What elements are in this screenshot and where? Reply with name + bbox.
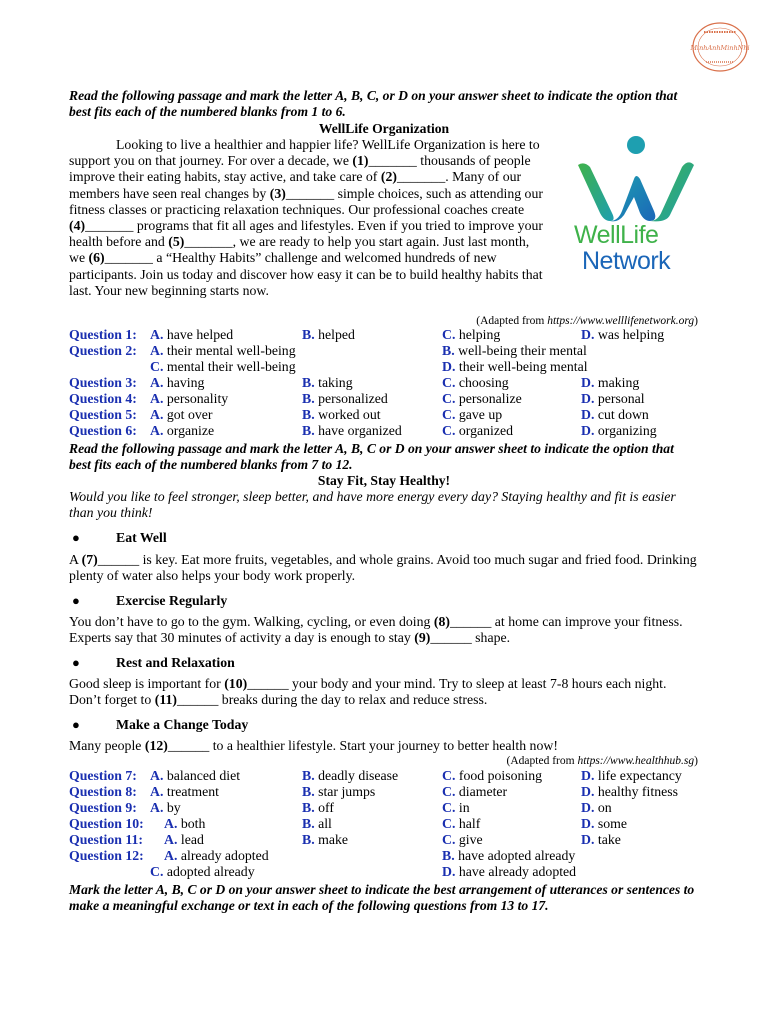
option-d[interactable]: D. organizing bbox=[581, 423, 657, 438]
bullet-eat-well: ● Eat Well bbox=[72, 530, 167, 545]
source1: (Adapted from https://www.welllifenetwork.org) bbox=[476, 315, 698, 327]
question-label: Question 6: bbox=[69, 423, 137, 438]
option-b[interactable]: B. off bbox=[302, 800, 334, 815]
bullet-change: ● Make a Change Today bbox=[72, 717, 249, 732]
option-c[interactable]: C. organized bbox=[442, 423, 514, 438]
passage1-title: WellLife Organization bbox=[318, 121, 450, 136]
option-b[interactable]: B. star jumps bbox=[302, 784, 376, 799]
question-label: Question 1: bbox=[69, 327, 137, 342]
option-d[interactable]: D. was helping bbox=[581, 327, 665, 342]
question-row bbox=[69, 391, 709, 407]
welllife-w-mark-icon bbox=[570, 135, 700, 225]
option-c[interactable]: C. gave up bbox=[442, 407, 503, 422]
question-label: Question 12: bbox=[69, 848, 144, 863]
question-row bbox=[69, 423, 709, 439]
svg-text:MinhAnhMinhNhi: MinhAnhMinhNhi bbox=[690, 44, 750, 52]
welllife-logo bbox=[570, 135, 700, 280]
passage2-title: Stay Fit, Stay Healthy! bbox=[317, 473, 451, 488]
question-label: Question 2: bbox=[69, 343, 137, 358]
question-label: Question 4: bbox=[69, 391, 137, 406]
question-row bbox=[69, 832, 709, 848]
section1-instruction: Read the following passage and mark the letter A, B, C, or D on your answer sheet to indicate the option that best fits each of the numbered blanks from 1 to 6. bbox=[69, 88, 678, 119]
question-label: Question 3: bbox=[69, 375, 137, 390]
question-label: Question 11: bbox=[69, 832, 143, 847]
option-c[interactable]: C. give bbox=[442, 832, 483, 847]
option-a[interactable]: A. having bbox=[150, 375, 205, 390]
passage2-intro: Would you like to feel stronger, sleep better, and have more energy every day? Staying healthy and fit is easier than you think! bbox=[69, 489, 676, 521]
option-b[interactable]: B. taking bbox=[302, 375, 353, 390]
question-label: Question 10: bbox=[69, 816, 144, 831]
question-row-continued bbox=[69, 359, 709, 375]
change-text: Many people (12)______ to a healthier lifestyle. Start your journey to better health now! bbox=[69, 738, 558, 753]
option-c[interactable]: C. choosing bbox=[442, 375, 509, 390]
option-c[interactable]: C. half bbox=[442, 816, 481, 831]
option-b[interactable]: B. deadly disease bbox=[302, 768, 399, 783]
option-b[interactable]: B. worked out bbox=[302, 407, 381, 422]
option-b[interactable]: B. helped bbox=[302, 327, 355, 342]
option-a[interactable]: A. treatment bbox=[150, 784, 219, 799]
question-row bbox=[69, 816, 709, 832]
option-d[interactable]: D. cut down bbox=[581, 407, 649, 422]
option-a[interactable]: A. lead bbox=[164, 832, 204, 847]
question-row bbox=[69, 375, 709, 391]
question-label: Question 7: bbox=[69, 768, 137, 783]
source2: (Adapted from https://www.healthhub.sg) bbox=[506, 755, 698, 767]
question-row bbox=[69, 800, 709, 816]
option-c[interactable]: C. food poisoning bbox=[442, 768, 543, 783]
question-row bbox=[69, 784, 709, 800]
question-label: Question 5: bbox=[69, 407, 137, 422]
option-a[interactable]: A. balanced diet bbox=[150, 768, 241, 783]
option-d[interactable]: D. on bbox=[581, 800, 612, 815]
option-a[interactable]: A. their mental well-being bbox=[150, 343, 296, 358]
option-d[interactable]: D. life expectancy bbox=[581, 768, 682, 783]
option-b[interactable]: B. personalized bbox=[302, 391, 388, 406]
logo-line1: WellLife bbox=[574, 221, 659, 249]
option-a[interactable]: A. have helped bbox=[150, 327, 234, 342]
option-d[interactable]: D. have already adopted bbox=[442, 864, 577, 879]
passage1: Looking to live a healthier and happier life? WellLife Organization is here to support you on that journey. For over a decade, we (1)_______ thousands of people improve their eating habits, stay active, and take care of (2)_______. Many of our members have seen real changes by (3)_______ simple choices, such as attending our fitness classes or practicing relaxation techniques. Our professional coaches create (4)_______ programs that fit all ages and lifestyles. Even if you tried to improve your health before and (5)_______, we are ready to help you start again. Just last month, we (6)_______ a “Healthy Habits” challenge and welcomed hundreds of new participants. Join us today and discover how easy it can be to build healthy habits that last. Your new beginning starts now. bbox=[69, 137, 543, 298]
option-a[interactable]: A. organize bbox=[150, 423, 215, 438]
option-d[interactable]: D. some bbox=[581, 816, 627, 831]
rest-text: Good sleep is important for (10)______ your body and your mind. Try to sleep at least 7-8 hours each night. Don’t forget to (11)______ breaks during the day to relax and reduce stress. bbox=[69, 676, 667, 708]
seal-stamp bbox=[690, 20, 750, 74]
question-row-continued bbox=[69, 864, 709, 880]
option-a[interactable]: A. by bbox=[150, 800, 181, 815]
bullet-rest: ● Rest and Relaxation bbox=[72, 655, 235, 670]
option-a[interactable]: A. personality bbox=[150, 391, 229, 406]
option-d[interactable]: D. take bbox=[581, 832, 621, 847]
eat-well-text: A (7)______ is key. Eat more fruits, vegetables, and whole grains. Avoid too much sugar and fried food. Drinking plenty of water also helps your body work properly. bbox=[69, 552, 697, 584]
option-b[interactable]: B. have adopted already bbox=[442, 848, 576, 863]
section3-instruction: Mark the letter A, B, C or D on your answer sheet to indicate the best arrangement of utterances or sentences to make a meaningful exchange or text in each of the following questions from 13 to 17. bbox=[69, 882, 695, 913]
section2-instruction: Read the following passage and mark the letter A, B, C or D on your answer sheet to indicate the option that best fits each of the numbered blanks from 7 to 12. bbox=[69, 441, 674, 472]
option-d[interactable]: D. personal bbox=[581, 391, 645, 406]
option-a[interactable]: A. got over bbox=[150, 407, 213, 422]
option-a[interactable]: A. already adopted bbox=[164, 848, 269, 863]
question-row bbox=[69, 768, 709, 784]
option-c[interactable]: C. in bbox=[442, 800, 470, 815]
question-row bbox=[69, 407, 709, 423]
question-row bbox=[69, 343, 709, 359]
option-d[interactable]: D. their well-being mental bbox=[442, 359, 588, 374]
option-c[interactable]: C. diameter bbox=[442, 784, 508, 799]
bullet-exercise: ● Exercise Regularly bbox=[72, 593, 228, 608]
option-a[interactable]: A. both bbox=[164, 816, 206, 831]
option-b[interactable]: B. well-being their mental bbox=[442, 343, 587, 358]
option-c[interactable]: C. mental their well-being bbox=[150, 359, 296, 374]
option-b[interactable]: B. make bbox=[302, 832, 348, 847]
exercise-text: You don’t have to go to the gym. Walking, cycling, or even doing (8)______ at home can improve your fitness. Experts say that 30 minutes of activity a day is enough to stay (9)______ shape. bbox=[69, 614, 683, 646]
question-label: Question 8: bbox=[69, 784, 137, 799]
question-row bbox=[69, 848, 709, 864]
option-b[interactable]: B. all bbox=[302, 816, 332, 831]
question-label: Question 9: bbox=[69, 800, 137, 815]
option-c[interactable]: C. personalize bbox=[442, 391, 522, 406]
option-c[interactable]: C. adopted already bbox=[150, 864, 255, 879]
option-d[interactable]: D. healthy fitness bbox=[581, 784, 678, 799]
option-d[interactable]: D. making bbox=[581, 375, 640, 390]
logo-line2: Network bbox=[582, 247, 671, 275]
option-c[interactable]: C. helping bbox=[442, 327, 501, 342]
option-b[interactable]: B. have organized bbox=[302, 423, 402, 438]
question-row bbox=[69, 327, 709, 343]
